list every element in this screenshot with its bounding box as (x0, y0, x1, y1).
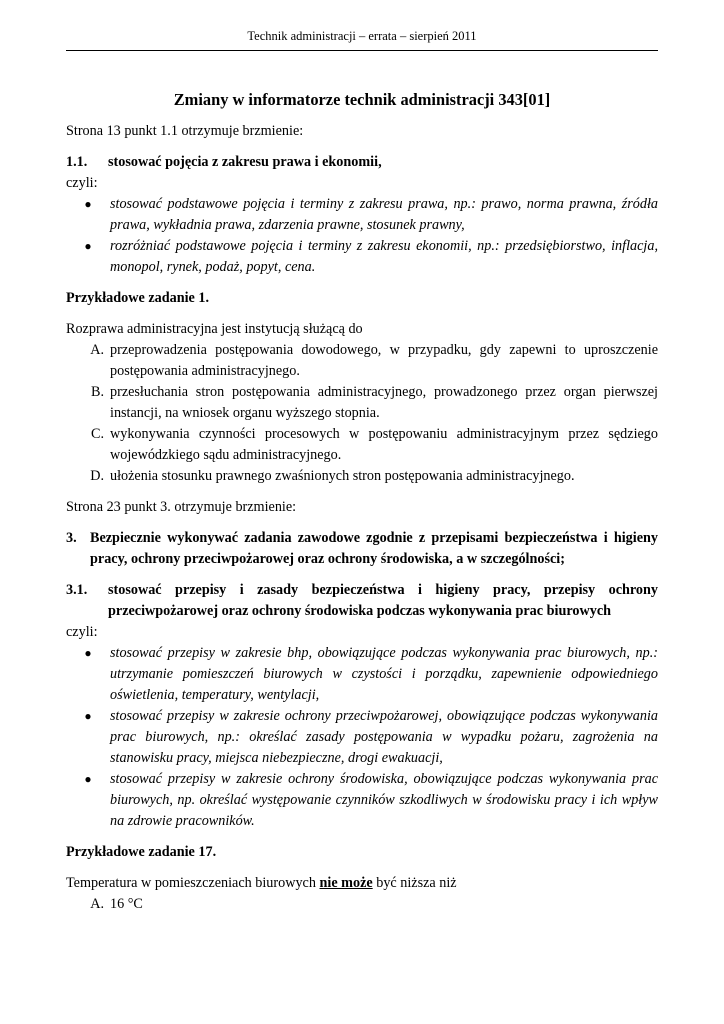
example-heading: Przykładowe zadanie 17. (66, 844, 217, 860)
answer-option (66, 894, 658, 915)
answer-option (66, 424, 658, 466)
section2-point (66, 580, 658, 622)
answer-option (66, 466, 658, 487)
question-text-before: Temperatura w pomieszczeniach biurowych (66, 875, 320, 891)
point-number: 1.1. (66, 154, 88, 170)
answer-list (66, 340, 658, 487)
bullet-text: stosować przepisy w zakresie bhp, obowiązujące podczas wykonywania prac biurowych, np.: utrzymanie pomieszczeń biurowych w czystości i porządku, zapewnienie odpowiedniego oświetlenia, temperatury, wentylacji, (110, 645, 658, 703)
bullet-text: stosować przepisy w zakresie ochrony przeciwpożarowej, obowiązujące podczas wykonywania prac biurowych, np.: określać zasady postępowania w wypadku pożaru, zagrożenia na stanowisku pracy, miejsca niebezpieczne, drogi ewakuacji, (110, 708, 658, 766)
section1-bullet-list (66, 194, 658, 278)
list-item (66, 236, 658, 278)
answer-letter: A. (90, 342, 104, 358)
bullet-icon: ● (84, 709, 92, 723)
document-body (66, 88, 658, 915)
example-question: Rozprawa administracyjna jest instytucją służącą do (66, 321, 363, 337)
answer-letter: C. (90, 426, 104, 442)
bullet-icon: ● (84, 646, 92, 660)
bullet-text: stosować przepisy w zakresie ochrony środowiska, obowiązujące podczas wykonywania prac biurowych, np. określać występowanie czynników szkodliwych w środowisku pracy i ich wpływ na zdrowie pracowników. (110, 771, 658, 829)
answer-letter: D. (90, 468, 104, 484)
section2-main-point (66, 528, 658, 570)
running-header: Technik administracji – errata – sierpień 2011 (66, 28, 658, 51)
answer-text: przesłuchania stron postępowania administracyjnego, prowadzonego przez organ pierwszej instancji, na wniosek organu wyższego stopnia. (110, 384, 658, 421)
list-item (66, 706, 658, 769)
bullet-text: rozróżniać podstawowe pojęcia i terminy z zakresu ekonomii, np.: przedsiębiorstwo, inflacja, monopol, rynek, podaż, popyt, cena. (110, 238, 658, 275)
point-text: Bezpiecznie wykonywać zadania zawodowe zgodnie z przepisami bezpieczeństwa i higieny pracy, ochrony przeciwpożarowej oraz ochrony środowiska, a w szczególności; (90, 530, 658, 567)
point-text: stosować przepisy i zasady bezpieczeństwa i higieny pracy, przepisy ochrony przeciwpożarowej oraz ochrony środowiska podczas wykonywania prac biurowych (108, 582, 658, 619)
list-item (66, 194, 658, 236)
bullet-text: stosować podstawowe pojęcia i terminy z zakresu prawa, np.: prawo, norma prawna, źródła prawa, wykładnia prawa, zdarzenia prawne, stosunek prawny, (110, 196, 658, 233)
section2-intro: Strona 23 punkt 3. otrzymuje brzmienie: (66, 499, 297, 515)
answer-option (66, 340, 658, 382)
bullet-icon: ● (84, 772, 92, 786)
answer-letter: B. (90, 384, 104, 400)
section1-intro: Strona 13 punkt 1.1 otrzymuje brzmienie: (66, 123, 304, 139)
answer-list (66, 894, 658, 915)
list-item (66, 769, 658, 832)
answer-text: ułożenia stosunku prawnego zwaśnionych stron postępowania administracyjnego. (110, 468, 575, 484)
bullet-icon: ● (84, 197, 92, 211)
section2-bullet-list (66, 643, 658, 832)
answer-text: 16 °C (110, 896, 143, 912)
answer-option (66, 382, 658, 424)
point-text: stosować pojęcia z zakresu prawa i ekonomii, (108, 154, 382, 170)
example-heading: Przykładowe zadanie 1. (66, 290, 210, 306)
czyli-label: czyli: (66, 175, 98, 191)
point-number: 3. (66, 530, 77, 546)
answer-text: wykonywania czynności procesowych w postępowaniu administracyjnym przez sędziego wojewódzkiego sądu administracyjnego. (110, 426, 658, 463)
czyli-label: czyli: (66, 624, 98, 640)
section1-point (66, 152, 658, 173)
bullet-icon: ● (84, 239, 92, 253)
example-question (66, 873, 658, 894)
document-title: Zmiany w informatorze technik administracji 343[01] (173, 90, 551, 109)
list-item (66, 643, 658, 706)
point-number: 3.1. (66, 582, 88, 598)
question-emphasis: nie może (319, 875, 373, 891)
answer-text: przeprowadzenia postępowania dowodowego, w przypadku, gdy zapewni to uproszczenie postępowania administracyjnego. (110, 342, 658, 379)
answer-letter: A. (90, 896, 104, 912)
question-text-after: być niższa niż (372, 875, 457, 891)
